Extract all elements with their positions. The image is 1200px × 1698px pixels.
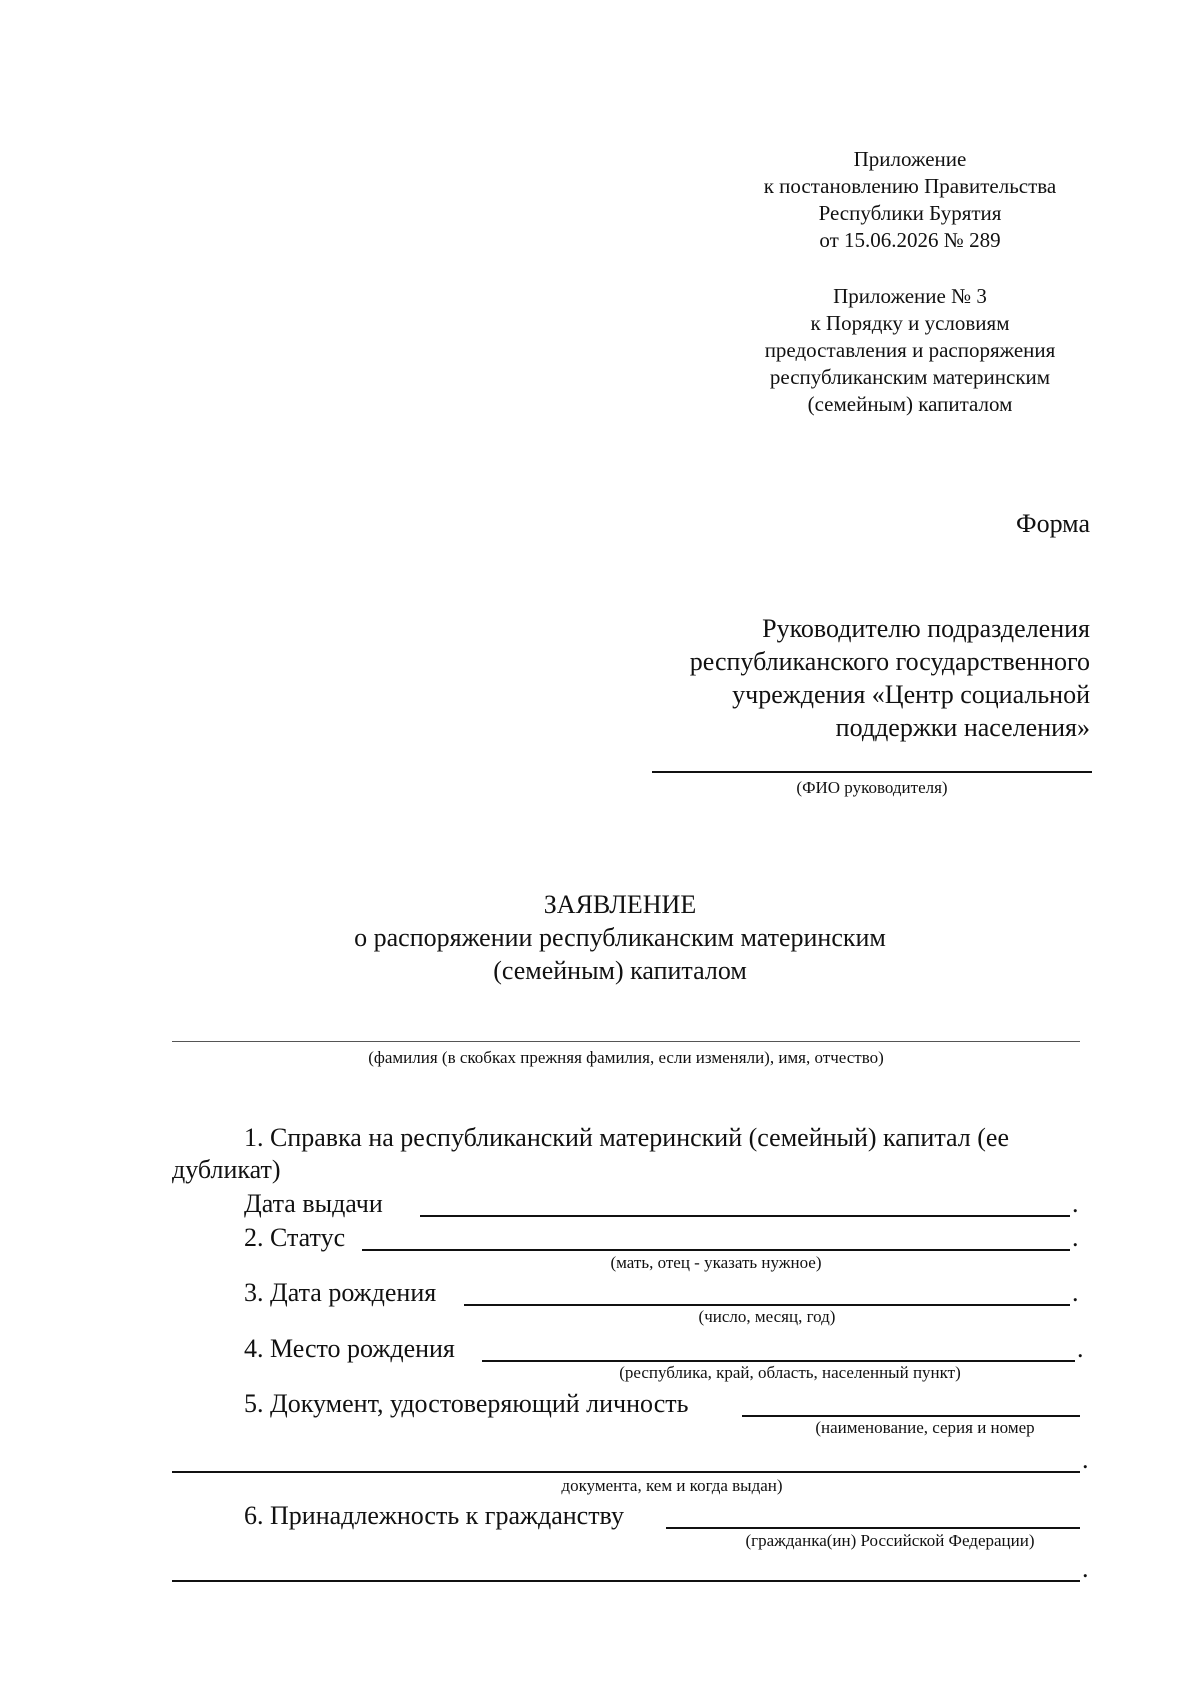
certificate-label-line1: 1. Справка на республиканский материнский (семейный) капитал (ее [244, 1123, 1009, 1152]
title-subtitle-line: о распоряжении республиканским материнским [354, 923, 886, 952]
appendix-line: Республики Бурятия [818, 201, 1002, 225]
title-heading: ЗАЯВЛЕНИЕ [543, 890, 697, 919]
form-label: Форма [1016, 509, 1090, 538]
applicant-name-hint: (фамилия (в скобках прежняя фамилия, если изменяли), имя, отчество) [368, 1048, 884, 1067]
identity-doc-field-line1[interactable] [742, 1415, 1080, 1417]
status-label: 2. Статус [244, 1223, 346, 1252]
status-hint: (мать, отец - указать нужное) [610, 1253, 822, 1272]
status-field[interactable] [362, 1249, 1070, 1251]
citizenship-label: 6. Принадлежность к гражданству [244, 1501, 624, 1530]
appendix-procedure-block [720, 283, 1100, 418]
citizenship-period: . [1082, 1554, 1089, 1583]
citizenship-field-line1[interactable] [666, 1527, 1080, 1529]
identity-doc-hint-line2: документа, кем и когда выдан) [561, 1476, 783, 1495]
appendix-line: (семейным) капиталом [807, 392, 1013, 416]
birth-place-field[interactable] [482, 1360, 1075, 1362]
director-name-hint: (ФИО руководителя) [796, 778, 948, 797]
addressee-line: учреждения «Центр социальной [732, 680, 1090, 709]
appendix-line: Приложение № 3 [833, 284, 987, 308]
birth-date-period: . [1072, 1278, 1079, 1307]
applicant-name-line[interactable] [172, 1041, 1080, 1042]
addressee-block [690, 612, 1090, 744]
birth-place-hint: (республика, край, область, населенный пункт) [619, 1363, 961, 1382]
addressee-line: Руководителю подразделения [762, 614, 1090, 643]
birth-place-period: . [1077, 1334, 1084, 1363]
birth-date-hint: (число, месяц, год) [698, 1307, 836, 1326]
director-name-line[interactable] [652, 771, 1092, 773]
appendix-resolution-block [720, 146, 1100, 254]
addressee-line: поддержки населения» [835, 713, 1090, 742]
identity-doc-field-line2[interactable] [172, 1471, 1080, 1473]
certificate-label-line2: дубликат) [172, 1155, 281, 1184]
citizenship-hint: (гражданка(ин) Российской Федерации) [745, 1531, 1035, 1550]
issue-date-period: . [1072, 1189, 1079, 1218]
identity-doc-period: . [1082, 1445, 1089, 1474]
birth-place-label: 4. Место рождения [244, 1334, 455, 1363]
birth-date-label: 3. Дата рождения [244, 1278, 437, 1307]
appendix-line: Приложение [853, 147, 967, 171]
appendix-line: республиканским материнским [769, 365, 1051, 389]
title-subtitle-line: (семейным) капиталом [493, 956, 747, 985]
identity-doc-label: 5. Документ, удостоверяющий личность [244, 1389, 689, 1418]
citizenship-field-line2[interactable] [172, 1580, 1080, 1582]
identity-doc-hint-line1: (наименование, серия и номер [815, 1418, 1035, 1437]
document-title [170, 888, 1070, 987]
appendix-line: предоставления и распоряжения [764, 338, 1056, 362]
status-period: . [1072, 1223, 1079, 1252]
appendix-line: от 15.06.2026 № 289 [819, 228, 1001, 252]
addressee-line: республиканского государственного [689, 647, 1090, 676]
appendix-line: к постановлению Правительства [763, 174, 1057, 198]
appendix-line: к Порядку и условиям [810, 311, 1010, 335]
birth-date-field[interactable] [464, 1304, 1070, 1306]
issue-date-label: Дата выдачи [244, 1189, 383, 1218]
issue-date-field[interactable] [420, 1215, 1070, 1217]
